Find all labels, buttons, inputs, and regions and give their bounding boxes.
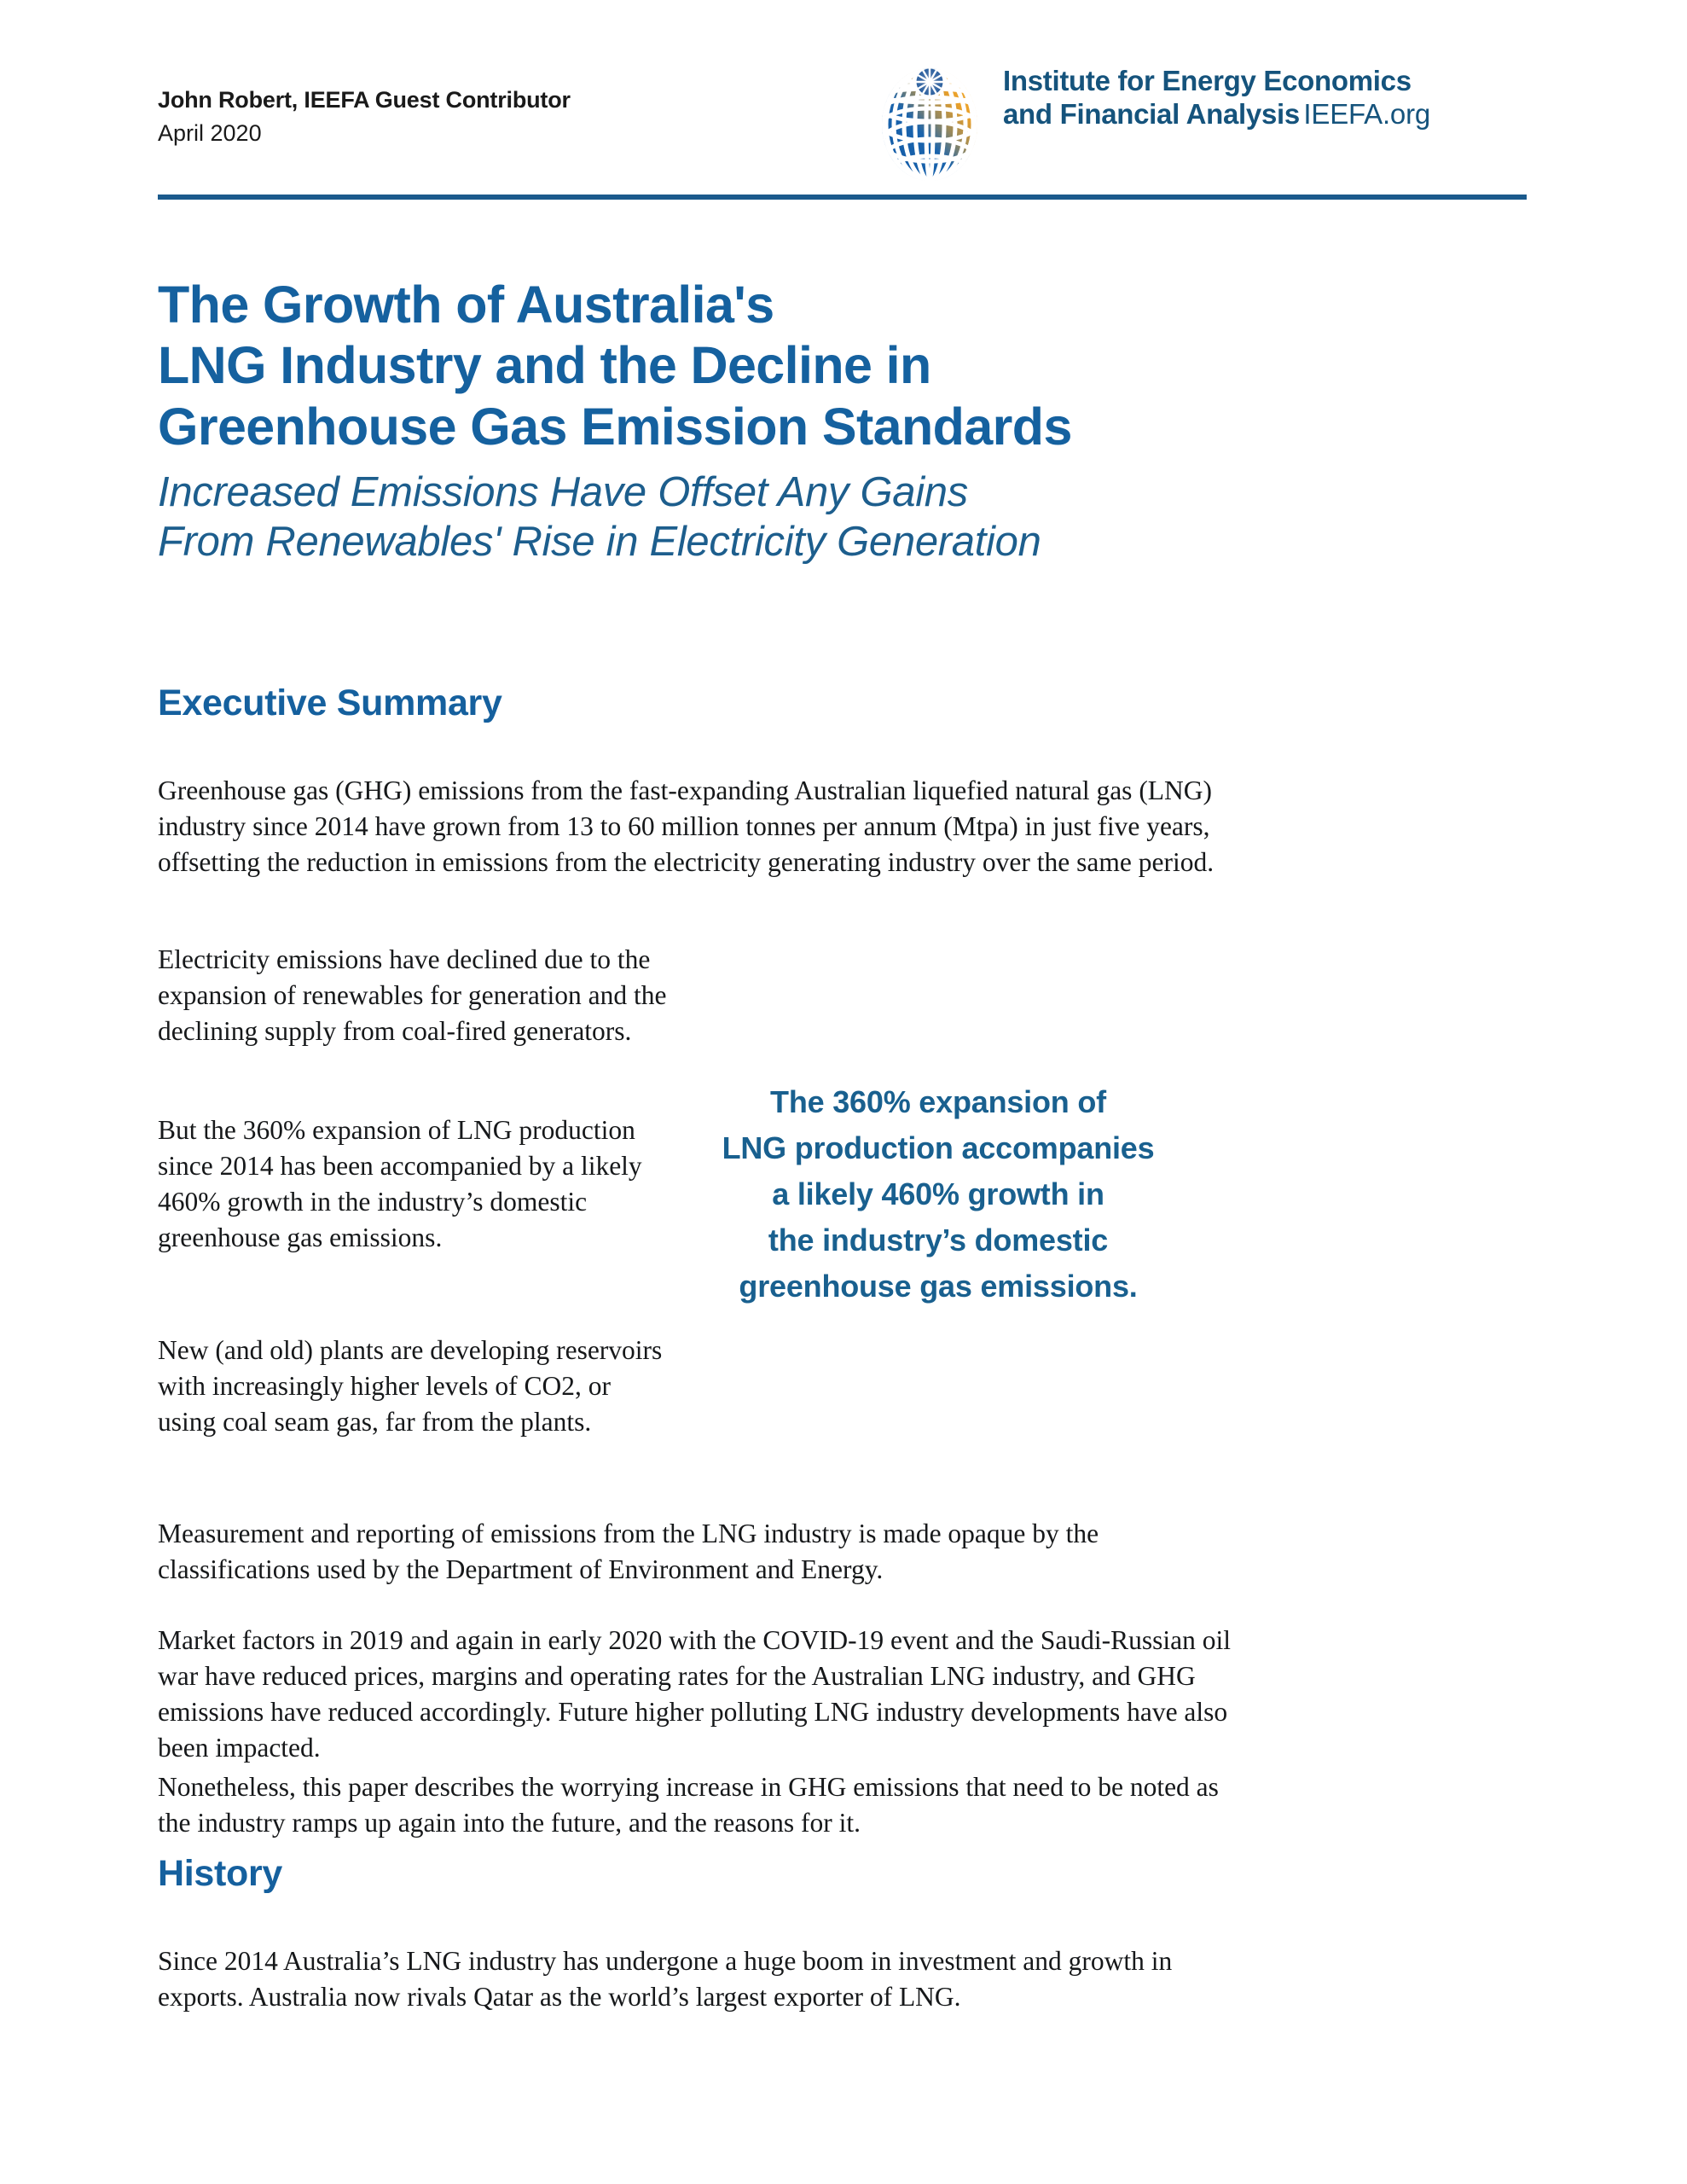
pull-quote-line-4: the industry’s domestic (768, 1223, 1109, 1258)
title-line-2: LNG Industry and the Decline in (158, 336, 931, 395)
byline (158, 85, 857, 149)
logo-line-1: Institute for Energy Economics (1003, 65, 1412, 96)
logo-line-2: and Financial Analysis (1003, 97, 1300, 130)
pull-quote-line-1: The 360% expansion of (770, 1084, 1106, 1119)
section-heading-history: History (158, 1853, 283, 1894)
publication-date: April 2020 (158, 120, 262, 147)
page-header (158, 60, 1529, 188)
paragraph-measurement-reporting: Measurement and reporting of emissions from the LNG industry is made opaque by the classifications used by the Department of Environment and Energy. (158, 1518, 1099, 1584)
ieefa-logo (870, 60, 1531, 183)
title-line-3: Greenhouse Gas Emission Standards (158, 397, 1072, 456)
subtitle-line-1: Increased Emissions Have Offset Any Gains (158, 469, 968, 516)
page-title (158, 275, 1539, 457)
paragraph-lng-expansion: But the 360% expansion of LNG production since 2014 has been accompanied by a likely 460% growth in the industry’s domestic greenhouse gas emissions. (158, 1114, 642, 1252)
author-name: John Robert, IEEFA Guest Contributor (158, 87, 571, 113)
pull-quote (699, 1079, 1177, 1310)
title-block (158, 275, 1539, 567)
paragraph-executive-intro: Greenhouse gas (GHG) emissions from the fast-expanding Australian liquefied natural gas (LNG) industry since 2014 have grown from 13 to 60 million tonnes per annum (Mtpa) in just five years, offsetting the reduction in emissions from the electricity generating industry over the same period. (158, 775, 1215, 877)
page-subtitle (158, 468, 1539, 567)
pull-quote-line-3: a likely 460% growth in (772, 1176, 1104, 1211)
logo-website: IEEFA.org (1303, 97, 1431, 130)
pull-quote-line-2: LNG production accompanies (722, 1130, 1155, 1165)
subtitle-line-2: From Renewables' Rise in Electricity Generation (158, 518, 1041, 565)
paragraph-new-plants: New (and old) plants are developing reservoirs with increasingly higher levels of CO2, or using coal seam gas, far from the plants. (158, 1334, 663, 1437)
logo-wordmark (1003, 65, 1531, 131)
title-line-1: The Growth of Australia's (158, 276, 774, 334)
paragraph-nonetheless: Nonetheless, this paper describes the worrying increase in GHG emissions that need to be noted as the industry ramps up again into the future, and the reasons for it. (158, 1771, 1219, 1838)
paragraph-market-factors: Market factors in 2019 and again in early 2020 with the COVID-19 event and the Saudi-Russian oil war have reduced prices, margins and operating rates for the Australian LNG industry, and GHG emissions have reduced accordingly. Future higher polluting LNG industry developments have also been impacted. (158, 1624, 1231, 1763)
paragraph-history-intro: Since 2014 Australia’s LNG industry has undergone a huge boom in investment and growth in exports. Australia now rivals Qatar as the world’s largest exporter of LNG. (158, 1945, 1173, 2012)
section-heading-executive-summary: Executive Summary (158, 682, 502, 723)
header-divider (158, 195, 1527, 200)
pull-quote-line-5: greenhouse gas emissions. (739, 1269, 1138, 1304)
paragraph-electricity-emissions: Electricity emissions have declined due to the expansion of renewables for generation and the declining supply from coal-fired generators. (158, 944, 667, 1046)
globe-grid-icon (870, 60, 989, 183)
